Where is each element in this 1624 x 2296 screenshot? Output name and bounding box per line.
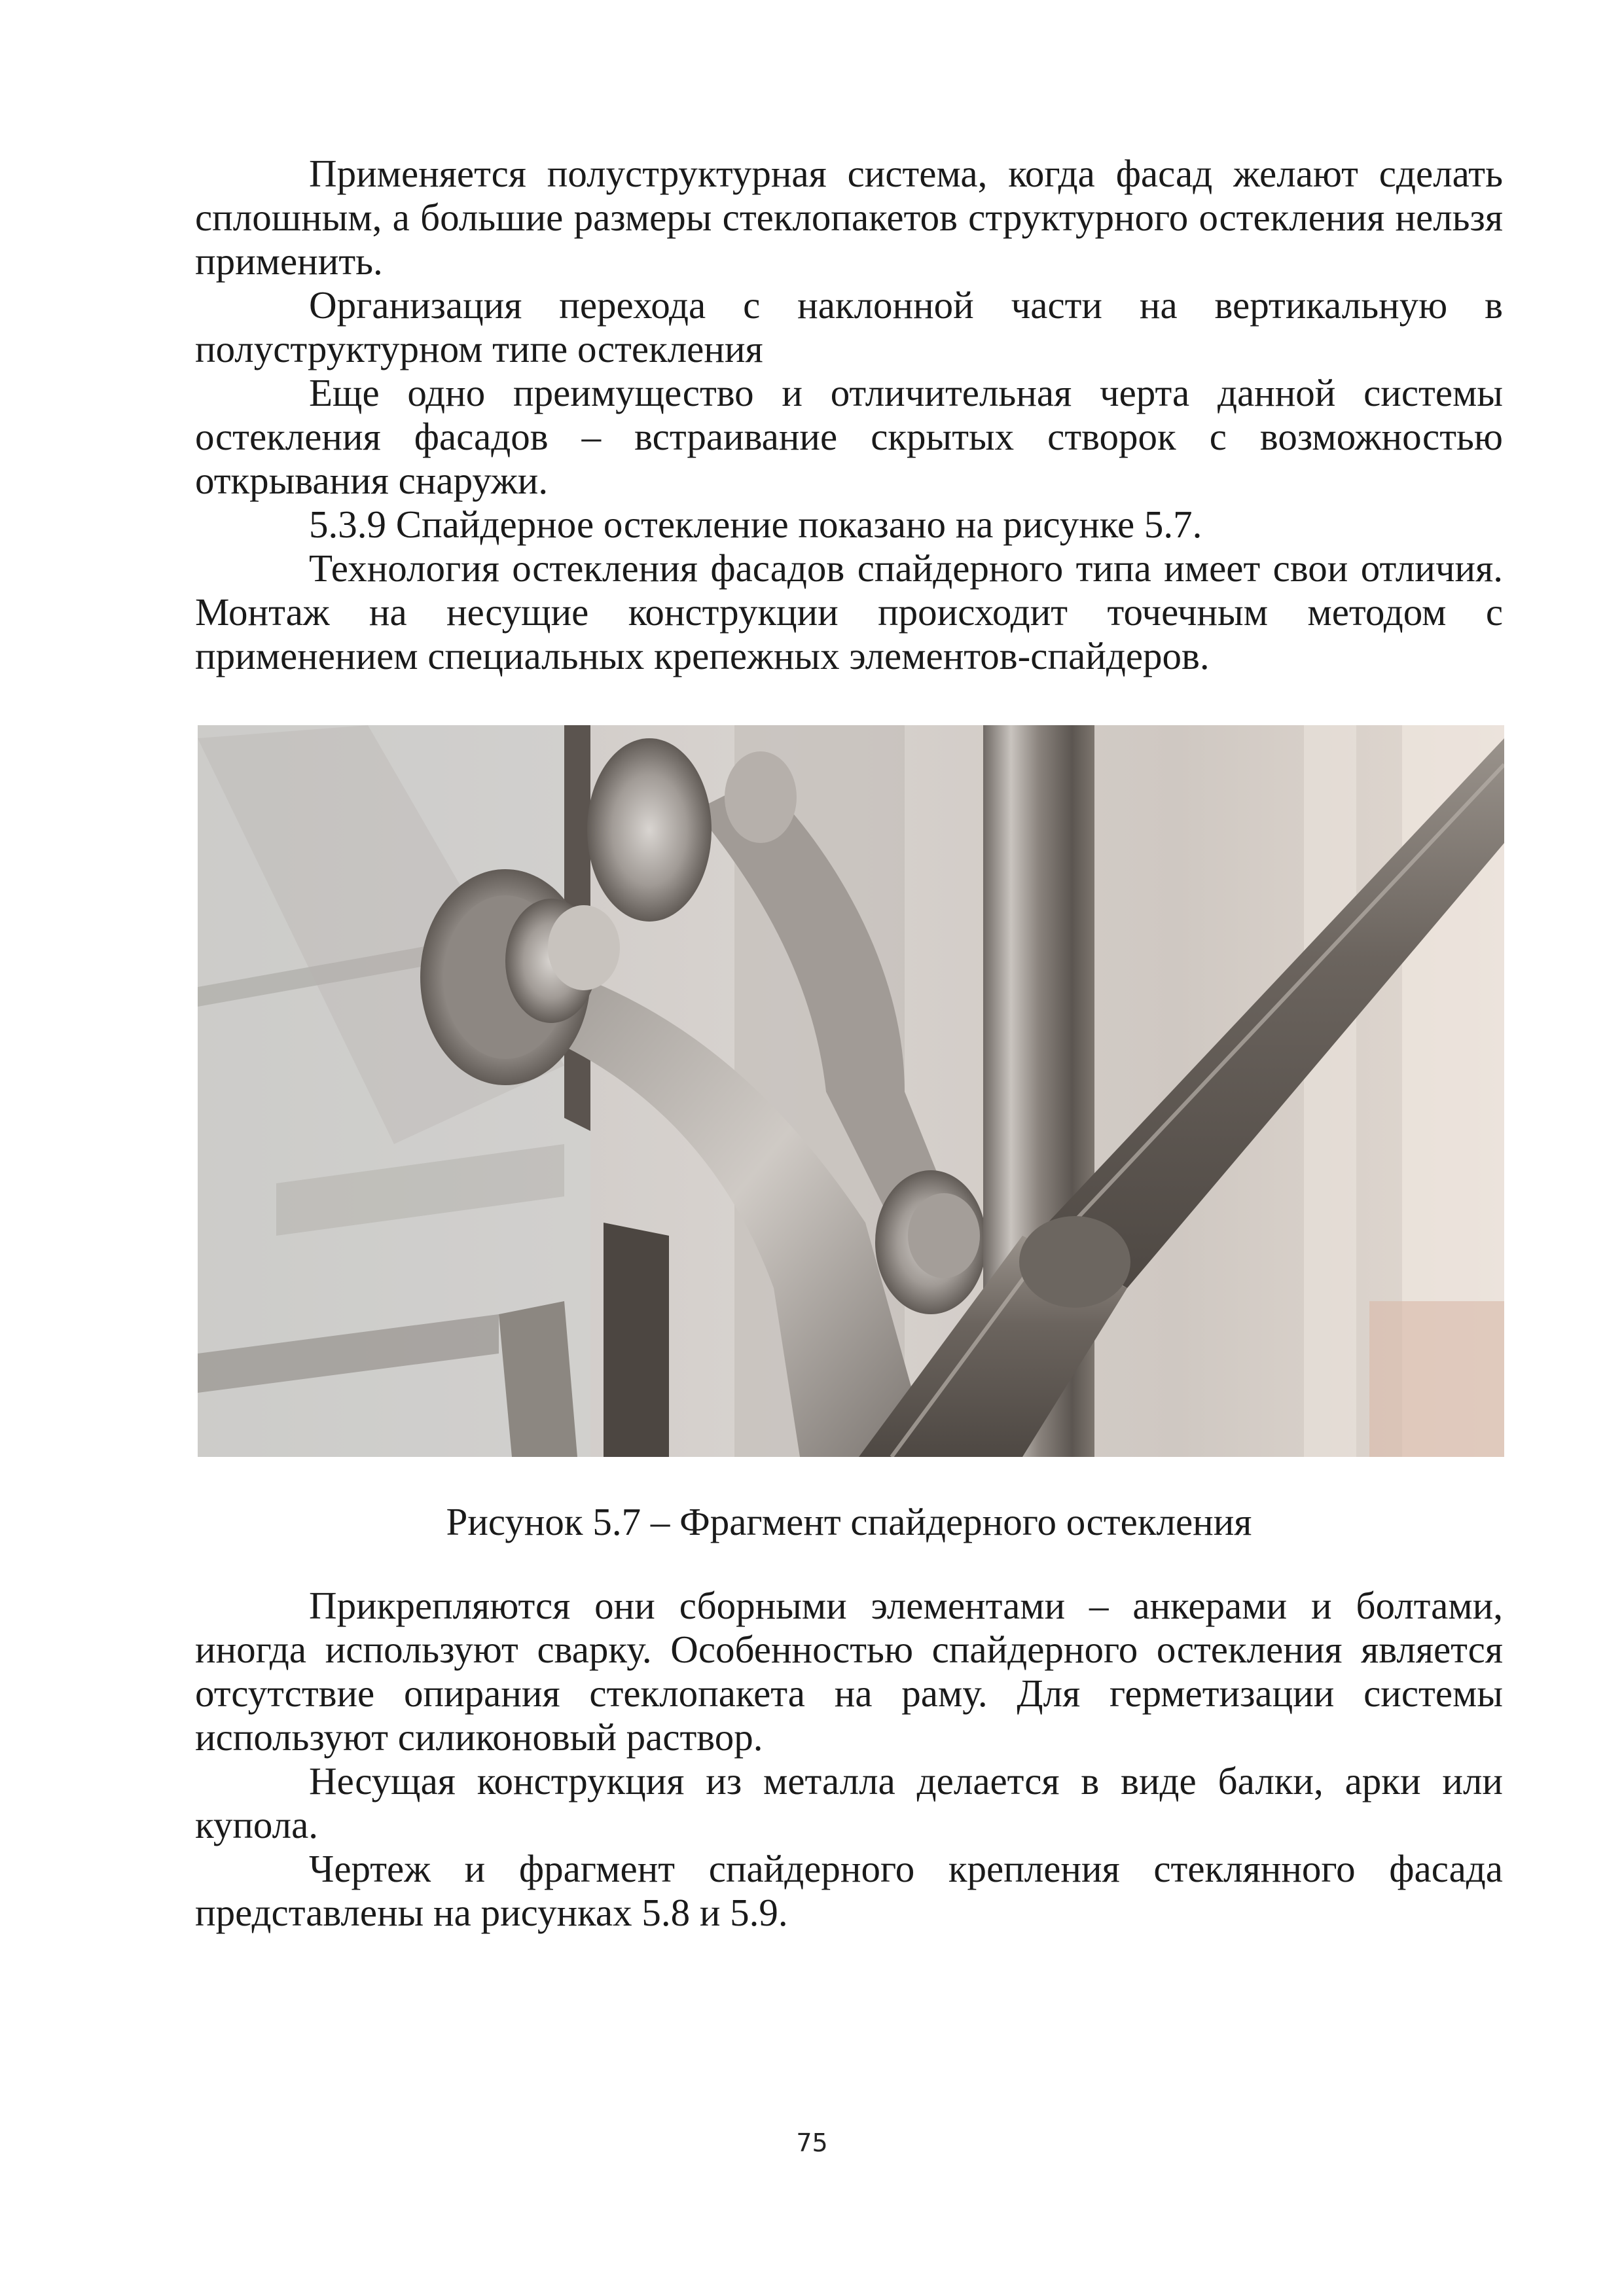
paragraph: Технология остекления фасадов спайдерного типа имеет свои отличия. Монтаж на несущие конструкции происходит точечным методом с применением специальных крепежных элементов-спайдеров.	[195, 547, 1503, 677]
paragraph: 5.3.9 Спайдерное остекление показано на рисунке 5.7.	[309, 503, 1202, 546]
spider-glazing-photo	[198, 725, 1504, 1457]
paragraph: Прикрепляются они сборными элементами – анкерами и болтами, иногда используют сварку. Особенностью спайдерного остекления является отсутствие опирания стеклопакета на раму. Для герметизации системы используют силиконовый раствор.	[195, 1584, 1503, 1759]
paragraph: Еще одно преимущество и отличительная черта данной системы остекления фасадов – встраивание скрытых створок с возможностью открывания снаружи.	[195, 371, 1503, 502]
figure-caption: Рисунок 5.7 – Фрагмент спайдерного остекления	[446, 1500, 1252, 1543]
paragraph: Организация перехода с наклонной части на вертикальную в полуструктурном типе остекления	[195, 283, 1503, 370]
body-text-bottom	[195, 1584, 1503, 1935]
page-number: 75	[796, 2128, 828, 2157]
body-text-top	[195, 152, 1503, 678]
paragraph: Чертеж и фрагмент спайдерного крепления стеклянного фасада представлены на рисунках 5.8 и 5.9.	[195, 1847, 1503, 1934]
paragraph: Применяется полуструктурная система, когда фасад желают сделать сплошным, а большие размеры стеклопакетов структурного остекления нельзя применить.	[195, 152, 1503, 283]
paragraph: Несущая конструкция из металла делается в виде балки, арки или купола.	[195, 1759, 1503, 1846]
